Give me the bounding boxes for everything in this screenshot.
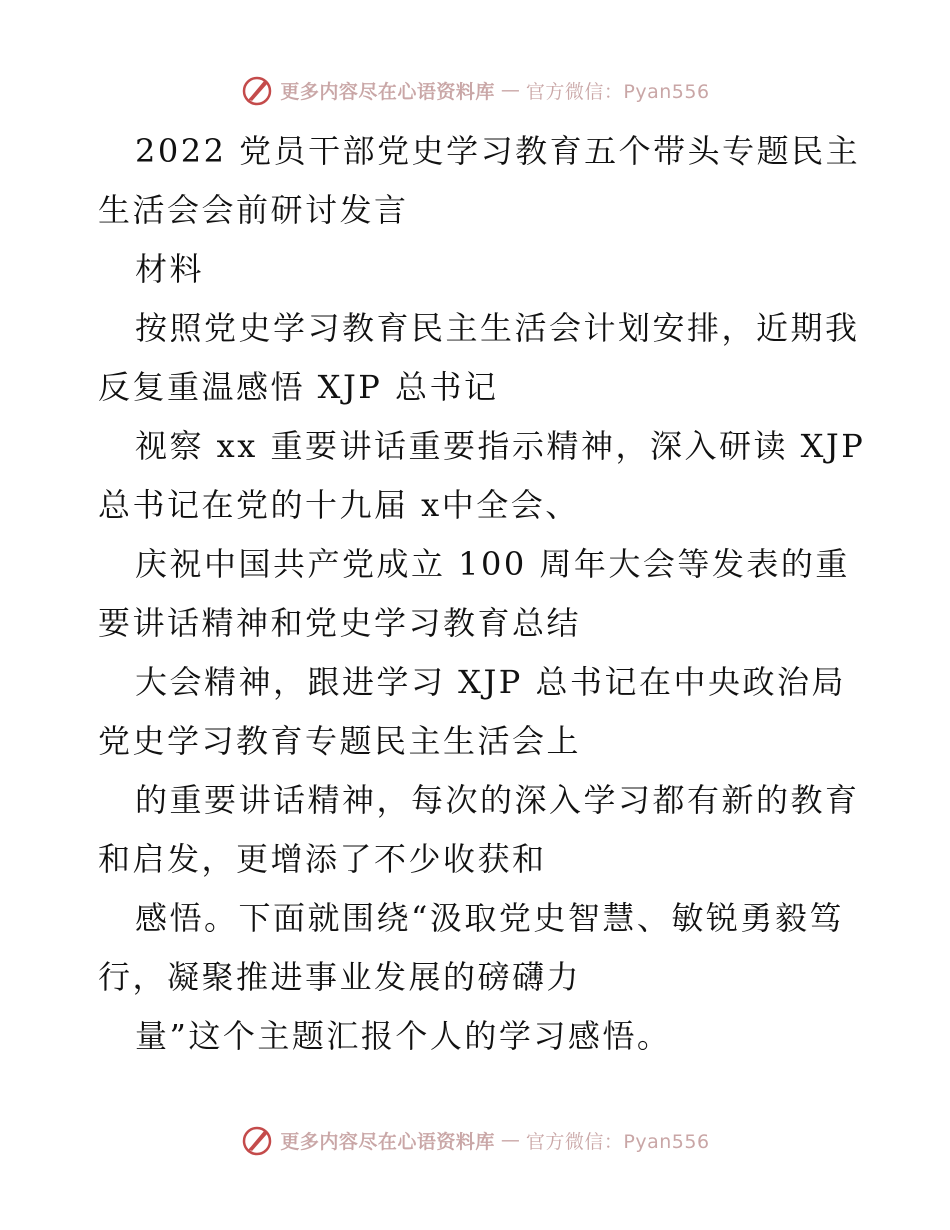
doc-line: 总书记在党的十九届 x中全会、 [98, 486, 580, 524]
watermark-separator: — [500, 1129, 520, 1151]
footer-watermark [0, 1120, 950, 1160]
quill-logo-icon [240, 73, 274, 107]
doc-line: 庆祝中国共产党成立 100 周年大会等发表的重 [135, 545, 850, 583]
watermark-contact-text: 官方微信：Pyan556 [525, 1130, 710, 1153]
doc-line: 按照党史学习教育民主生活会计划安排，近期我 [135, 309, 860, 347]
doc-line: 感悟。下面就围绕“汲取党史智慧、敏锐勇毅笃 [135, 899, 844, 937]
watermark-site-text: 更多内容尽在心语资料库 [280, 1130, 495, 1153]
header-watermark [0, 70, 950, 110]
doc-line: 2022 党员干部党史学习教育五个带头专题民主 [135, 132, 861, 170]
doc-line: 生活会会前研讨发言 [98, 191, 409, 229]
watermark-separator: — [500, 79, 520, 101]
quill-logo-icon [240, 1123, 274, 1157]
watermark-site-text: 更多内容尽在心语资料库 [280, 80, 495, 103]
doc-line: 视察 xx 重要讲话重要指示精神，深入研读 XJP [135, 427, 866, 465]
doc-line: 党史学习教育专题民主生活会上 [98, 722, 582, 760]
watermark-contact-text: 官方微信：Pyan556 [525, 80, 710, 103]
doc-line: 行，凝聚推进事业发展的磅礴力 [98, 958, 582, 996]
doc-line: 要讲话精神和党史学习教育总结 [98, 604, 582, 642]
doc-line: 和启发，更增添了不少收获和 [98, 840, 547, 878]
document-body [98, 122, 866, 1066]
doc-line: 量”这个主题汇报个人的学习感悟。 [135, 1017, 672, 1055]
document-text [98, 122, 866, 1066]
doc-line: 的重要讲话精神，每次的深入学习都有新的教育 [135, 781, 860, 819]
doc-line: 大会精神，跟进学习 XJP 总书记在中央政治局 [135, 663, 846, 701]
doc-line: 材料 [135, 250, 205, 288]
doc-line: 反复重温感悟 XJP 总书记 [98, 368, 499, 406]
